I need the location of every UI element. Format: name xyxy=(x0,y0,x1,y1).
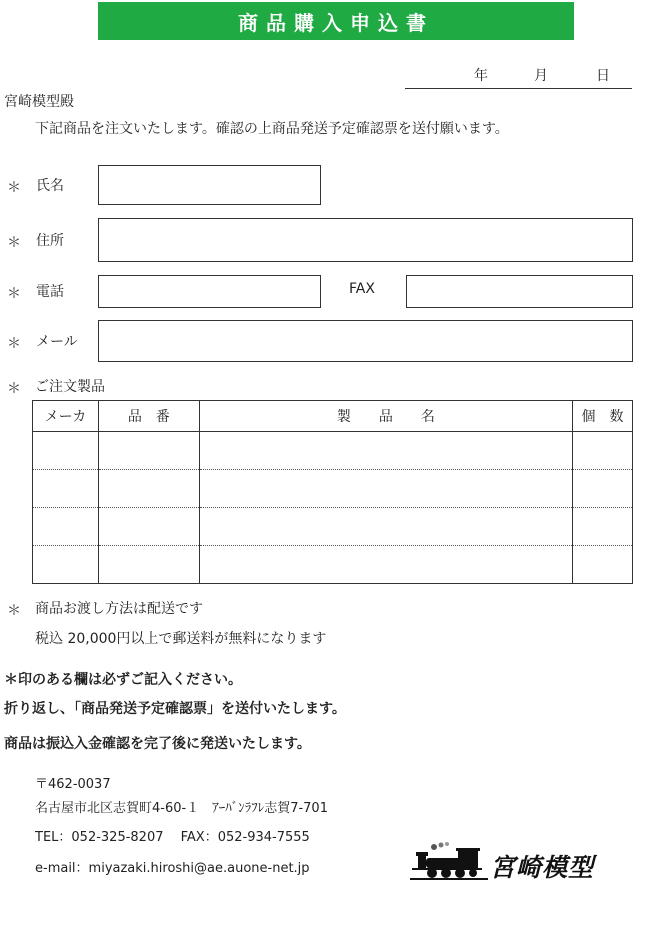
note-confirmation: 折り返し、「商品発送予定確認票」を送付いたします。 xyxy=(4,701,346,717)
product-name-cell[interactable] xyxy=(199,546,572,584)
delivery-method: 商品お渡し方法は配送です xyxy=(35,601,203,617)
table-row xyxy=(33,546,633,584)
part-number-cell[interactable] xyxy=(98,546,199,584)
required-marker: ＊ xyxy=(7,603,21,619)
maker-cell[interactable] xyxy=(33,546,99,584)
fax-label: FAX xyxy=(349,281,375,297)
header-part-number: 品 番 xyxy=(98,401,199,432)
order-table xyxy=(32,400,633,584)
required-marker: ＊ xyxy=(7,180,21,196)
required-marker: ＊ xyxy=(7,235,21,251)
email-line: e-mail：miyazaki.hiroshi@ae.auone-net.jp xyxy=(35,861,310,876)
table-row xyxy=(33,470,633,508)
quantity-cell[interactable] xyxy=(573,470,633,508)
mail-label: メール xyxy=(36,334,78,350)
product-name-cell[interactable] xyxy=(199,432,572,470)
address-label: 住所 xyxy=(36,233,64,249)
quantity-cell[interactable] xyxy=(573,508,633,546)
table-row xyxy=(33,432,633,470)
maker-cell[interactable] xyxy=(33,470,99,508)
header-maker: メーカ xyxy=(33,401,99,432)
maker-cell[interactable] xyxy=(33,432,99,470)
order-label: ご注文製品 xyxy=(35,379,105,395)
quantity-cell[interactable] xyxy=(573,546,633,584)
product-name-cell[interactable] xyxy=(199,508,572,546)
name-label: 氏名 xyxy=(36,178,64,194)
address-field[interactable] xyxy=(98,218,633,262)
page-title: 商品購入申込書 xyxy=(98,2,574,40)
note-payment: 商品は振込入金確認を完了後に発送いたします。 xyxy=(4,736,311,752)
part-number-cell[interactable] xyxy=(98,432,199,470)
quantity-cell[interactable] xyxy=(573,432,633,470)
date-day-label: 日 xyxy=(596,68,610,84)
product-name-cell[interactable] xyxy=(199,470,572,508)
date-month-label: 月 xyxy=(534,68,548,84)
required-marker: ＊ xyxy=(7,381,21,397)
table-row xyxy=(33,508,633,546)
phone-fax-line: TEL：052-325-8207 FAX：052-934-7555 xyxy=(35,830,310,845)
postal-code: 〒462-0037 xyxy=(35,777,111,792)
required-marker: ＊ xyxy=(7,286,21,302)
shop-address: 名古屋市北区志賀町4-60-１ ｱｰﾊﾞﾝﾗﾌﾚ志賀7-701 xyxy=(35,801,328,816)
date-line xyxy=(405,64,632,89)
shipping-note: 税込 20,000円以上で郵送料が無料になります xyxy=(35,631,327,647)
phone-field[interactable] xyxy=(98,275,321,308)
logo-text: 宮崎模型 xyxy=(490,853,595,882)
intro-text: 下記商品を注文いたします。確認の上商品発送予定確認票を送付願います。 xyxy=(35,121,509,137)
required-marker: ＊ xyxy=(7,336,21,352)
name-field[interactable] xyxy=(98,165,321,205)
part-number-cell[interactable] xyxy=(98,508,199,546)
phone-label: 電話 xyxy=(36,284,64,300)
part-number-cell[interactable] xyxy=(98,470,199,508)
note-required: ＊印のある欄は必ずご記入ください。 xyxy=(4,672,242,688)
header-quantity: 個 数 xyxy=(573,401,633,432)
shop-logo xyxy=(410,842,620,892)
header-product-name: 製 品 名 xyxy=(199,401,572,432)
date-year-label: 年 xyxy=(474,68,488,84)
maker-cell[interactable] xyxy=(33,508,99,546)
fax-field[interactable] xyxy=(406,275,633,308)
mail-field[interactable] xyxy=(98,320,633,362)
addressee: 宮崎模型殿 xyxy=(4,94,74,110)
